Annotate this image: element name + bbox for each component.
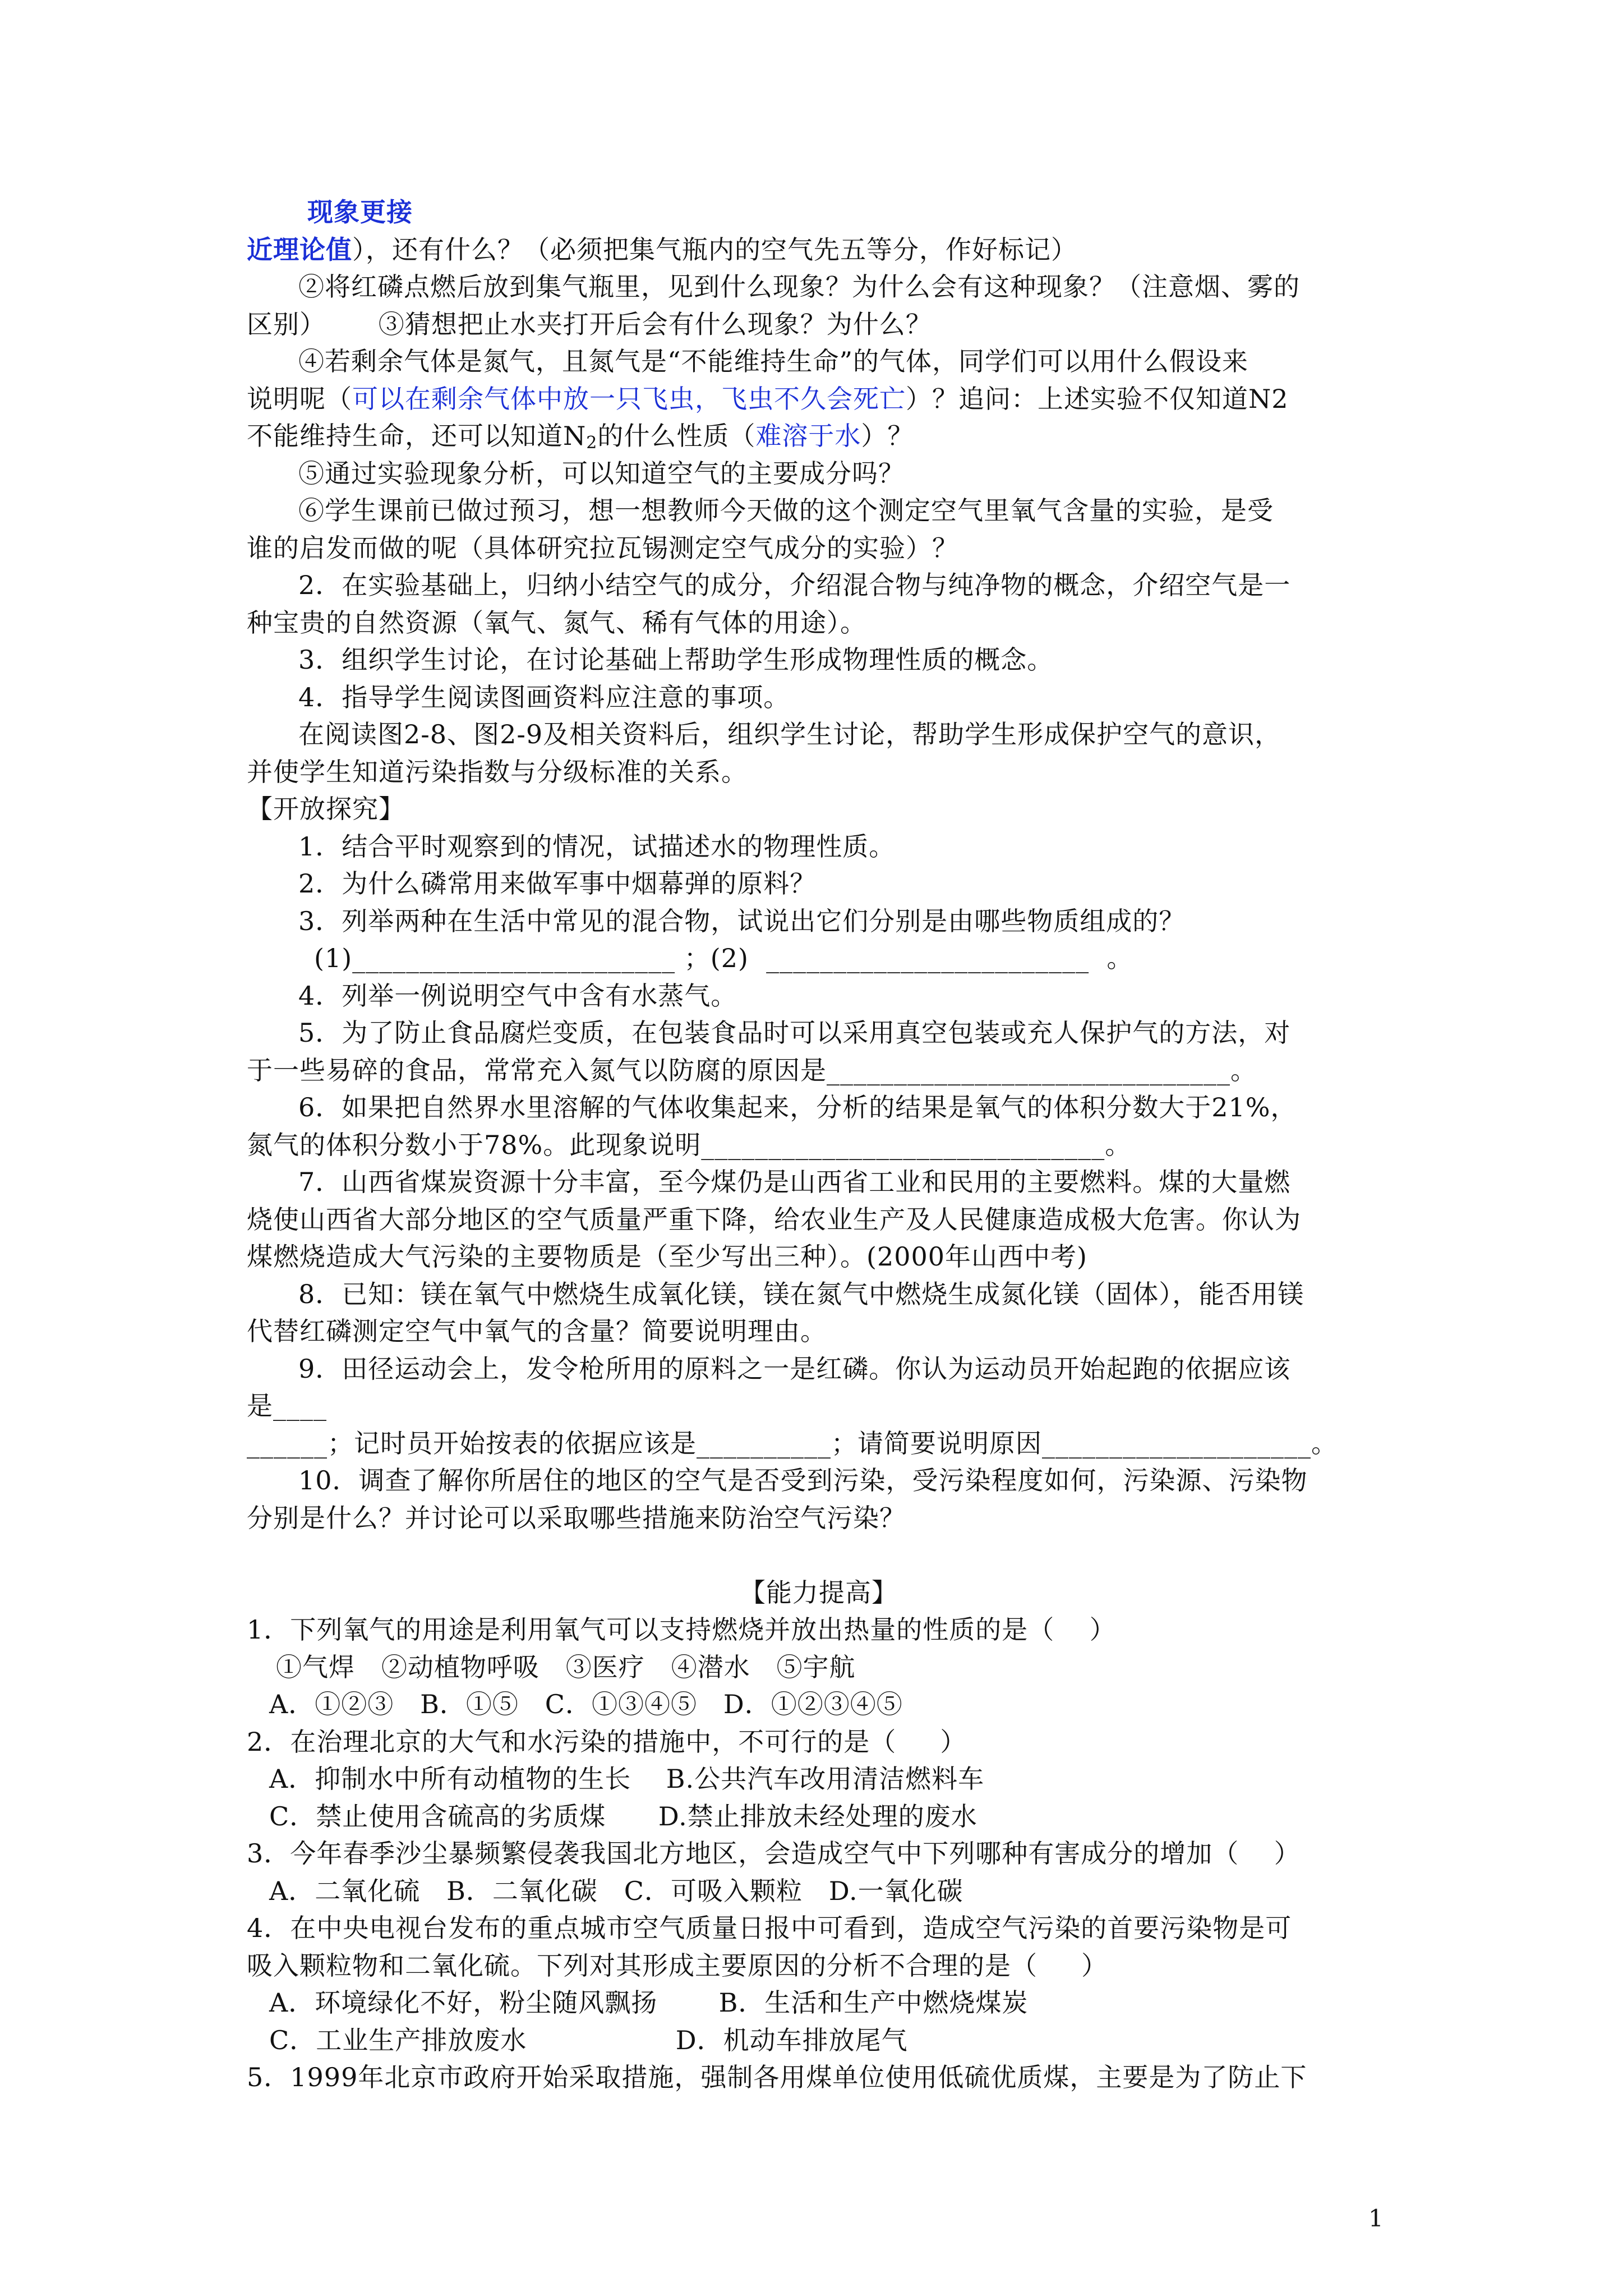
paragraph-line: 近理论值），还有什么？（必须把集气瓶内的空气先五等分，作好标记） bbox=[247, 234, 1077, 265]
spacer bbox=[247, 1536, 1391, 1574]
paragraph-line: ④若剩余气体是氮气，且氮气是“不能维持生命”的气体，同学们可以用什么假设来 bbox=[298, 346, 1249, 376]
paragraph-line: 说明呢（可以在剩余气体中放一只飞虫，飞虫不久会死亡）？追问：上述实验不仅知道N2 bbox=[247, 383, 1289, 414]
option-line: A．①②③ B．①⑤ C．①③④⑤ D．①②③④⑤ bbox=[269, 1689, 903, 1719]
paragraph-line: ⑤通过实验现象分析，可以知道空气的主要成分吗？ bbox=[298, 458, 905, 489]
page-number: 1 bbox=[1368, 2205, 1384, 2232]
question-item: 5．为了防止食品腐烂变质，在包装食品时可以采用真空包装或充人保护气的方法，对 bbox=[298, 1018, 1291, 1048]
question-item: 2．在治理北京的大气和水污染的措施中，不可行的是（ ） bbox=[247, 1726, 967, 1757]
paragraph-line: 并使学生知道污染指数与分级标准的关系。 bbox=[247, 756, 748, 787]
question-item: 8．已知：镁在氧气中燃烧生成氧化镁，镁在氮气中燃烧生成氮化镁（固体），能否用镁 bbox=[298, 1278, 1304, 1309]
paragraph-line: 谁的启发而做的呢（具体研究拉瓦锡测定空气成分的实验）？ bbox=[247, 532, 958, 563]
question-item: 3．今年春季沙尘暴频繁侵袭我国北方地区，会造成空气中下列哪种有害成分的增加（ ） bbox=[247, 1838, 1301, 1869]
paragraph-line: 代替红磷测定空气中氧气的含量？简要说明理由。 bbox=[247, 1316, 827, 1346]
option-line: C．工业生产排放废水 D．机动车排放尾气 bbox=[269, 2024, 908, 2055]
option-line: A．抑制水中所有动植物的生长 B.公共汽车改用清洁燃料车 bbox=[269, 1764, 985, 1794]
section-heading: 【开放探究】 bbox=[247, 794, 405, 824]
answer-blank-line: (1)________________________ ；(2) ________________________ 。 bbox=[314, 943, 1133, 973]
paragraph-line: 在阅读图2-8、图2-9及相关资料后，组织学生讨论，帮助学生形成保护空气的意识， bbox=[298, 719, 1281, 749]
question-item: 2．为什么磷常用来做军事中烟幕弹的原料？ bbox=[298, 868, 817, 899]
question-item: 6．如果把自然界水里溶解的气体收集起来，分析的结果是氧气的体积分数大于21%， bbox=[298, 1092, 1297, 1122]
section-heading: 现象更接 bbox=[307, 197, 413, 227]
question-item: 3．列举两种在生活中常见的混合物，试说出它们分别是由哪些物质组成的？ bbox=[298, 905, 1186, 936]
paragraph-line: 吸入颗粒物和二氧化硫。下列对其形成主要原因的分析不合理的是（ ） bbox=[247, 1950, 1108, 1981]
paragraph-line: 氮气的体积分数小于78%。此现象说明______________________________。 bbox=[247, 1129, 1132, 1160]
paragraph-line: 4．指导学生阅读图画资料应注意的事项。 bbox=[298, 682, 790, 712]
paragraph-line: 分别是什么？并讨论可以采取哪些措施来防治空气污染？ bbox=[247, 1502, 906, 1533]
option-line: A．二氧化硫 B．二氧化碳 C．可吸入颗粒 D.一氧化碳 bbox=[269, 1875, 963, 1906]
paragraph-line: 2．在实验基础上，归纳小结空气的成分，介绍混合物与纯净物的概念，介绍空气是一 bbox=[298, 570, 1291, 600]
paragraph-line: ⑥学生课前已做过预习，想一想教师今天做的这个测定空气里氧气含量的实验，是受 bbox=[298, 495, 1274, 526]
paragraph-line: 于一些易碎的食品，常常充入氮气以防腐的原因是______________________________。 bbox=[247, 1055, 1257, 1085]
option-line: C．禁止使用含硫高的劣质煤 D.禁止排放未经处理的废水 bbox=[269, 1801, 978, 1832]
question-item: 1．结合平时观察到的情况，试描述水的物理性质。 bbox=[298, 831, 896, 862]
question-item: 9．田径运动会上，发令枪所用的原料之一是红磷。你认为运动员开始起跑的依据应该 bbox=[298, 1353, 1291, 1384]
question-item: 5．1999年北京市政府开始采取措施，强制各用煤单位使用低硫优质煤，主要是为了防止下 bbox=[247, 2062, 1307, 2092]
document-body bbox=[247, 194, 1391, 2096]
question-item: 4．在中央电视台发布的重点城市空气质量日报中可看到，造成空气污染的首要污染物是可 bbox=[247, 1913, 1292, 1943]
question-item: 4．列举一例说明空气中含有水蒸气。 bbox=[298, 980, 737, 1011]
paragraph-line: ______；记时员开始按表的依据应该是__________；请简要说明原因____________________。 bbox=[247, 1428, 1338, 1458]
paragraph-line: 种宝贵的自然资源（氧气、氮气、稀有气体的用途）。 bbox=[247, 607, 866, 638]
paragraph-line: 3．组织学生讨论，在讨论基础上帮助学生形成物理性质的概念。 bbox=[298, 645, 1054, 675]
option-line: ①气焊 ②动植物呼吸 ③医疗 ④潜水 ⑤宇航 bbox=[276, 1651, 856, 1682]
paragraph-line: 烧使山西省大部分地区的空气质量严重下降，给农业生产及人民健康造成极大危害。你认为 bbox=[247, 1204, 1301, 1235]
question-item: 7．山西省煤炭资源十分丰富，至今煤仍是山西省工业和民用的主要燃料。煤的大量燃 bbox=[298, 1167, 1291, 1197]
section-heading: 【能力提高】 bbox=[740, 1577, 898, 1608]
paragraph-line: 煤燃烧造成大气污染的主要物质是（至少写出三种）。(2000年山西中考) bbox=[247, 1241, 1087, 1272]
question-item: 1．下列氧气的用途是利用氧气可以支持燃烧并放出热量的性质的是（ ） bbox=[247, 1614, 1116, 1645]
paragraph-line: 区别） ③猜想把止水夹打开后会有什么现象？为什么？ bbox=[247, 309, 932, 339]
option-line: A．环境绿化不好，粉尘随风飘扬 B．生活和生产中燃烧煤炭 bbox=[269, 1987, 1029, 2018]
paragraph-line: 不能维持生命，还可以知道$N_2$的什么性质（难溶于水）？ bbox=[247, 421, 914, 453]
paragraph-line: 是____ bbox=[247, 1391, 327, 1421]
question-item: 10．调查了解你所居住的地区的空气是否受到污染，受污染程度如何，污染源、污染物 bbox=[298, 1465, 1308, 1496]
paragraph-line: ②将红磷点燃后放到集气瓶里，见到什么现象？为什么会有这种现象？（注意烟、雾的 bbox=[298, 272, 1300, 302]
